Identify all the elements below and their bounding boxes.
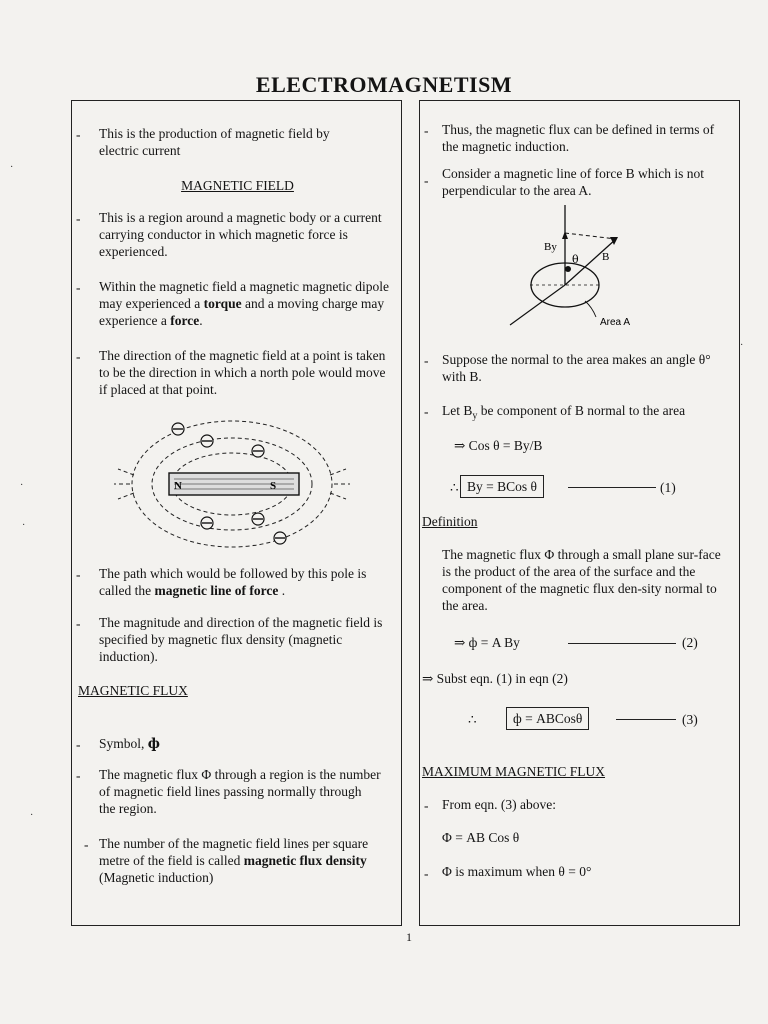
field-definition-text: This is a region around a magnetic body or a current carrying conductor in which magnetic force is experienced. <box>99 210 382 259</box>
heading-magnetic-field: MAGNETIC FIELD <box>181 178 294 193</box>
theta-label: θ <box>572 253 579 266</box>
scan-speck: · <box>20 480 24 491</box>
by-label: By <box>544 241 557 253</box>
scan-speck: · <box>22 520 26 531</box>
therefore-symbol-2: ∴ <box>468 712 477 727</box>
field-lines-per-metre-text: The number of the magnetic field lines per square metre of the field is called magnetic flux density (Magnetic induction) <box>99 836 369 885</box>
scan-speck: · <box>740 340 744 351</box>
equation-3-number: (3) <box>682 712 698 727</box>
left-column: - This is the production of magnetic field by electric current MAGNETIC FIELD - This is a region around a magnetic body or a current carrying conductor in which magnetic force is experienced. - Within the magnetic field a magnetic magnetic dipole may experienced a torque and a moving charge may experience a force. - The direction of the magnetic field at a point is taken to be the direction in which a north pole would move if placed at that point. N S - The path which would be followed by this pole is called the magnetic line of force . - The magnitude and direction of the magnetic field is specified by magnetic flux density (magnetic induction). MAGNETIC FLUX - Symbol, ф - The magnetic flux Φ through a region is the number of magnetic field lines passing normally through the region. - The number of the magnetic field lines per square metre of the field is called magnetic flux density (Magnetic induction) <box>71 100 402 926</box>
north-pole-label: N <box>174 480 182 492</box>
consider-line-text: Consider a magnetic line of force B which is not perpendicular to the area A. <box>442 166 705 198</box>
definition-heading: Definition <box>422 514 478 529</box>
normal-angle-text: Suppose the normal to the area makes an angle θ° with B. <box>442 352 711 384</box>
page-title: ELECTROMAGNETISM <box>255 72 513 97</box>
definition-text: The magnetic flux Φ through a small plane sur-face is the product of the area of the surface and the component of the magnetic flux den-sity normal to the area. <box>442 547 721 613</box>
area-label: Area A <box>600 317 631 328</box>
right-column: - Thus, the magnetic flux can be defined in terms of the magnetic induction. - Consider a magnetic line of force B which is not perpendicular to the area A. By θ B Area A - Suppose the normal to the area makes an angle θ° with B. - Let $B_y$ be component of B normal to the area ⇒ Cos θ = By/B ∴ By = BCos θ (1) Definition The magnetic flux Φ through a small plane sur-face is the product of the area of the surface and the component of the magnetic flux den-sity normal to the area. ⇒ ф = A By (2) ⇒ Subst eqn. (1) in eqn (2) ∴ ф = ABCosθ (3) MAXIMUM MAGNETIC FLUX - From eqn. (3) above: Φ = AB Cos θ - Φ is maximum when θ = 0° <box>419 100 740 926</box>
heading-maximum-flux: MAXIMUM MAGNETIC FLUX <box>422 764 606 779</box>
substitution-text: ⇒ Subst eqn. (1) in eqn (2) <box>422 671 568 686</box>
torque-force-text: Within the magnetic field a magnetic magnetic dipole may experienced a torque and a moving charge may experience a force. <box>99 279 389 328</box>
symbol-text: Symbol, ф <box>99 736 160 752</box>
equation-2: ⇒ ф = A By <box>454 635 520 650</box>
flux-definition-intro: Thus, the magnetic flux can be defined in terms of the magnetic induction. <box>442 122 715 154</box>
equation-1-box: By = BCos θ <box>460 475 544 498</box>
scan-speck: · <box>10 162 14 173</box>
phi-equation: Φ = AB Cos θ <box>442 830 520 845</box>
bar-magnet-diagram <box>112 411 352 561</box>
flux-area-diagram <box>490 205 670 345</box>
flux-region-text: The magnetic flux Φ through a region is the number of magnetic field lines passing normally through the region. <box>99 767 381 816</box>
heading-magnetic-flux: MAGNETIC FLUX <box>78 683 188 698</box>
equation-1-number: (1) <box>660 480 676 495</box>
cos-equation: ⇒ Cos θ = By/B <box>454 438 543 453</box>
therefore-symbol: ∴ <box>450 480 459 495</box>
phi-maximum-text: Φ is maximum when θ = 0° <box>442 864 592 879</box>
from-eqn-text: From eqn. (3) above: <box>442 797 556 812</box>
flux-density-text: The magnitude and direction of the magnetic field is specified by magnetic flux density (magnetic induction). <box>99 615 383 664</box>
intro-text: This is the production of magnetic field by electric current <box>99 126 330 158</box>
scan-speck: · <box>30 810 34 821</box>
component-text: Let $B_y$ be component of B normal to the area <box>442 403 686 422</box>
page-number: 1 <box>406 930 412 944</box>
equation-3-box: ф = ABCosθ <box>506 707 589 730</box>
field-direction-text: The direction of the magnetic field at a point is taken to be the direction in which a north pole would move if placed at that point. <box>99 348 386 397</box>
b-label: B <box>602 251 610 263</box>
equation-2-number: (2) <box>682 635 698 650</box>
line-of-force-text: The path which would be followed by this pole is called the magnetic line of force . <box>99 566 367 598</box>
south-pole-label: S <box>270 480 277 492</box>
